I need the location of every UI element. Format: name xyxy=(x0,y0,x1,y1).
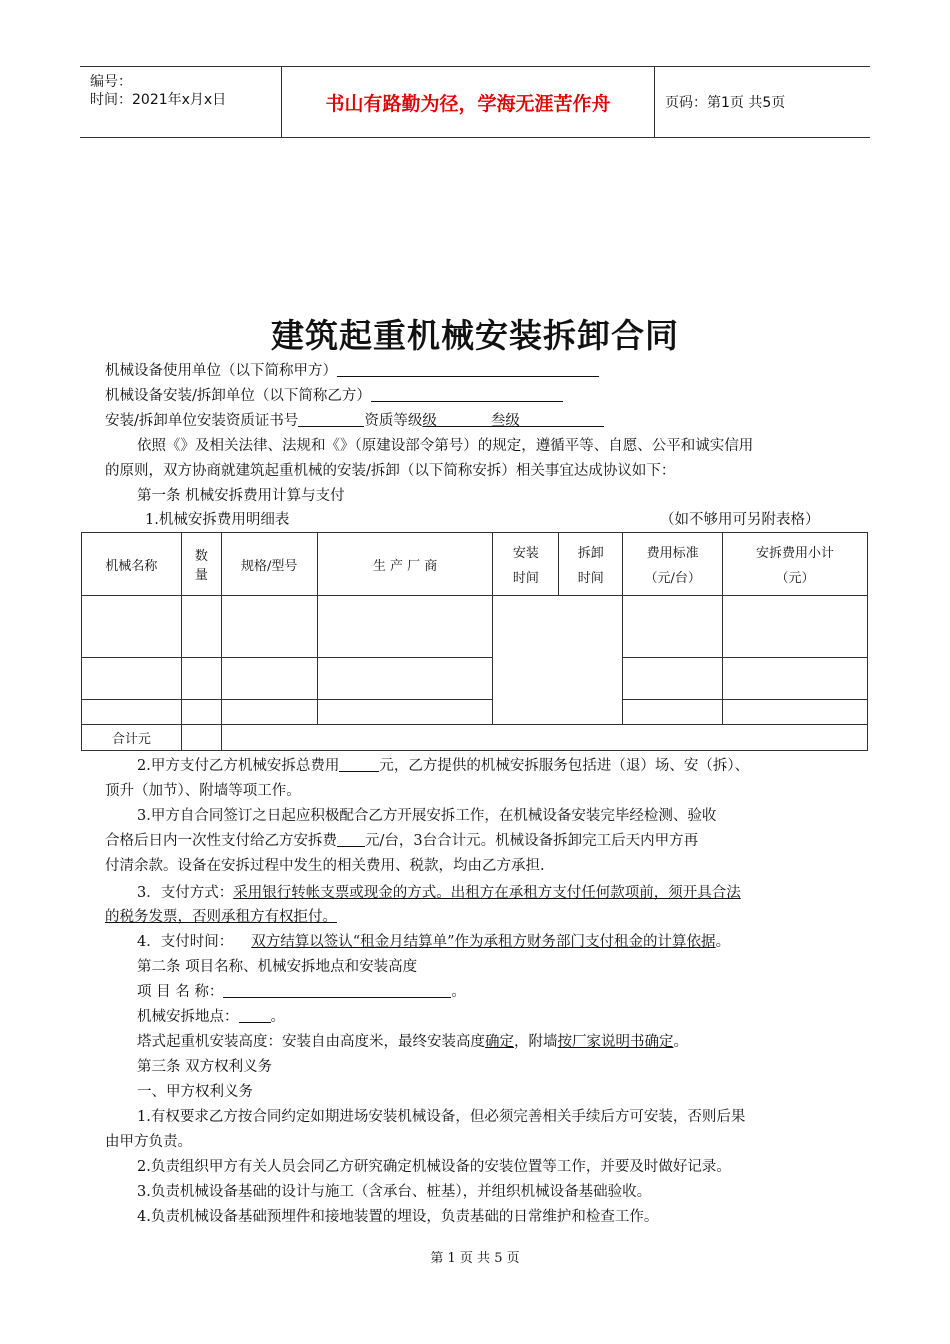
payment-time-line: 4．支付时间： 双方结算以签认“租金月结算单”作为承租方财务部门支付租金的计算依据。 xyxy=(137,934,731,950)
page-header xyxy=(80,66,870,138)
grade-label: 资质等级 xyxy=(364,413,423,429)
header-motto: 书山有路勤为径，学海无涯苦作舟 xyxy=(281,67,655,137)
preamble-line-2: 的原则，双方协商就建筑起重机械的安装/拆卸（以下简称安拆）相关事宜达成协议如下： xyxy=(105,463,676,479)
table-cell[interactable] xyxy=(82,700,182,725)
fee-table-title: 1.机械安拆费用明细表 xyxy=(145,512,290,528)
site-blank[interactable] xyxy=(239,1007,271,1023)
table-row xyxy=(82,700,868,725)
header-install-time: 安装 时间 xyxy=(493,533,559,596)
table-cell[interactable] xyxy=(723,658,868,700)
table-total-value[interactable] xyxy=(221,725,867,751)
qualification-line xyxy=(105,411,604,431)
site-label: 机械安拆地点： xyxy=(137,1009,239,1025)
table-row xyxy=(82,596,868,658)
table-cell[interactable] xyxy=(181,596,221,658)
clause-2-line-2: 顶升（加节）、附墙等项工作。 xyxy=(105,783,301,799)
table-total-row xyxy=(82,725,868,751)
article1-heading: 第一条 机械安拆费用计算与支付 xyxy=(137,488,345,504)
document-title: 建筑起重机械安装拆卸合同 xyxy=(271,316,679,355)
project-name-line: 项 目 名 称： 。 xyxy=(137,984,466,1000)
table-header-row xyxy=(82,533,868,596)
page-footer: 第 1 页 共 5 页 xyxy=(430,1251,520,1266)
fee-table-note: （如不够用可另附表格） xyxy=(660,512,820,528)
payment-time-label: 4．支付时间： xyxy=(137,934,234,950)
fee-table xyxy=(81,532,868,751)
party-b-label: 机械设备安装/拆卸单位（以下简称乙方） xyxy=(105,388,371,404)
cert-label: 安装/拆卸单位安装资质证书号 xyxy=(105,413,299,429)
header-fee-standard: 费用标准 （元/台） xyxy=(623,533,723,596)
duty-1-line-2: 由甲方负责。 xyxy=(105,1134,192,1150)
payment-method-line xyxy=(137,883,741,903)
clause-3-line-3: 付清余款。设备在安拆过程中发生的相关费用、税款，均由乙方承担. xyxy=(105,858,545,874)
total-fee-blank[interactable] xyxy=(339,756,379,772)
table-cell[interactable] xyxy=(723,700,868,725)
header-meta xyxy=(80,67,290,143)
grade-value: 叁级 xyxy=(490,413,520,429)
table-cell[interactable] xyxy=(317,658,493,700)
duty-1-line-1: 1.有权要求乙方按合同约定如期进场安装机械设备，但必须完善相关手续后方可安装，否则后果 xyxy=(137,1109,746,1125)
cert-blank[interactable] xyxy=(298,411,364,427)
unit-fee-blank[interactable] xyxy=(337,831,365,847)
article3-heading: 第三条 双方权利义务 xyxy=(137,1059,273,1075)
site-line: 机械安拆地点： 。 xyxy=(137,1009,285,1025)
payment-time-value: 双方结算以签认“租金月结算单”作为承租方财务部门支付租金的计算依据 xyxy=(251,934,716,950)
party-a-label: 机械设备使用单位（以下简称甲方） xyxy=(105,363,337,379)
duty-2: 2.负责组织甲方有关人员会同乙方研究确定机械设备的安装位置等工作，并要及时做好记录。 xyxy=(137,1159,731,1175)
project-name-label: 项 目 名 称： xyxy=(137,984,224,1000)
height-line: 塔式起重机安装高度：安装自由高度米，最终安装高度确定，附墙按厂家说明书确定。 xyxy=(137,1034,688,1050)
header-maker: 生 产 厂 商 xyxy=(317,533,493,596)
table-cell[interactable] xyxy=(317,700,493,725)
payment-method-value: 采用银行转帐支票或现金的方式。出租方在承租方支付任何款项前，须开具合法 xyxy=(233,885,741,901)
header-model: 规格/型号 xyxy=(221,533,317,596)
article2-heading: 第二条 项目名称、机械安拆地点和安装高度 xyxy=(137,959,418,975)
grade-blank[interactable] xyxy=(437,411,491,427)
party-a-blank[interactable] xyxy=(337,361,599,377)
table-cell[interactable] xyxy=(221,596,317,658)
project-name-blank[interactable] xyxy=(223,982,451,998)
table-cell[interactable] xyxy=(181,700,221,725)
duty-4: 4.负责机械设备基础预埋件和接地装置的埋设，负责基础的日常维护和检查工作。 xyxy=(137,1209,659,1225)
header-page-label: 页码：第1页 共5页 xyxy=(665,95,786,111)
header-subtotal: 安拆费用小计 （元） xyxy=(723,533,868,596)
table-cell[interactable] xyxy=(181,658,221,700)
grade-tail-blank[interactable] xyxy=(520,411,604,427)
header-name: 机械名称 xyxy=(82,533,182,596)
clause-3-line-2: 合格后日内一次性支付给乙方安拆费 元/台，3台合计元。机械设备拆卸完工后天内甲方再 xyxy=(105,833,699,849)
document-number-label: 编号： xyxy=(90,74,132,90)
party-b-blank[interactable] xyxy=(371,386,563,402)
payment-method-line-2: 的税务发票，否则承租方有权拒付。 xyxy=(105,909,337,925)
grade-mid: 级 xyxy=(422,413,437,429)
table-cell[interactable] xyxy=(623,658,723,700)
table-cell[interactable] xyxy=(623,596,723,658)
party-b-line xyxy=(105,386,563,406)
header-qty: 数 量 xyxy=(181,533,221,596)
table-cell[interactable] xyxy=(723,596,868,658)
header-remove-time: 拆卸 时间 xyxy=(559,533,623,596)
party-a-duties-heading: 一、甲方权利义务 xyxy=(137,1084,253,1100)
payment-method-label: 3．支付方式： xyxy=(137,885,234,901)
document-time-label: 时间：2021年x月x日 xyxy=(90,92,227,108)
duty-3: 3.负责机械设备基础的设计与施工（含承台、桩基），并组织机械设备基础验收。 xyxy=(137,1184,652,1200)
party-a-line xyxy=(105,361,599,381)
table-cell[interactable] xyxy=(317,596,493,658)
table-cell[interactable] xyxy=(221,700,317,725)
table-cell[interactable] xyxy=(82,596,182,658)
table-cell[interactable] xyxy=(82,658,182,700)
table-cell[interactable] xyxy=(623,700,723,725)
clause-3-line-1: 3.甲方自合同签订之日起应积极配合乙方开展安拆工作，在机械设备安装完毕经检测、验收 xyxy=(137,808,717,824)
table-cell[interactable] xyxy=(181,725,221,751)
clause-2-line-1: 2.甲方支付乙方机械安拆总费用 元，乙方提供的机械安拆服务包括进（退）场、安（拆）、 xyxy=(137,758,750,774)
table-total-label: 合计元 xyxy=(82,725,182,751)
table-cell-merged-time[interactable] xyxy=(493,596,623,725)
table-cell[interactable] xyxy=(221,658,317,700)
preamble-line-1: 依照《》及相关法律、法规和《》（原建设部令第号）的规定，遵循平等、自愿、公平和诚实信用 xyxy=(137,438,754,454)
table-row xyxy=(82,658,868,700)
